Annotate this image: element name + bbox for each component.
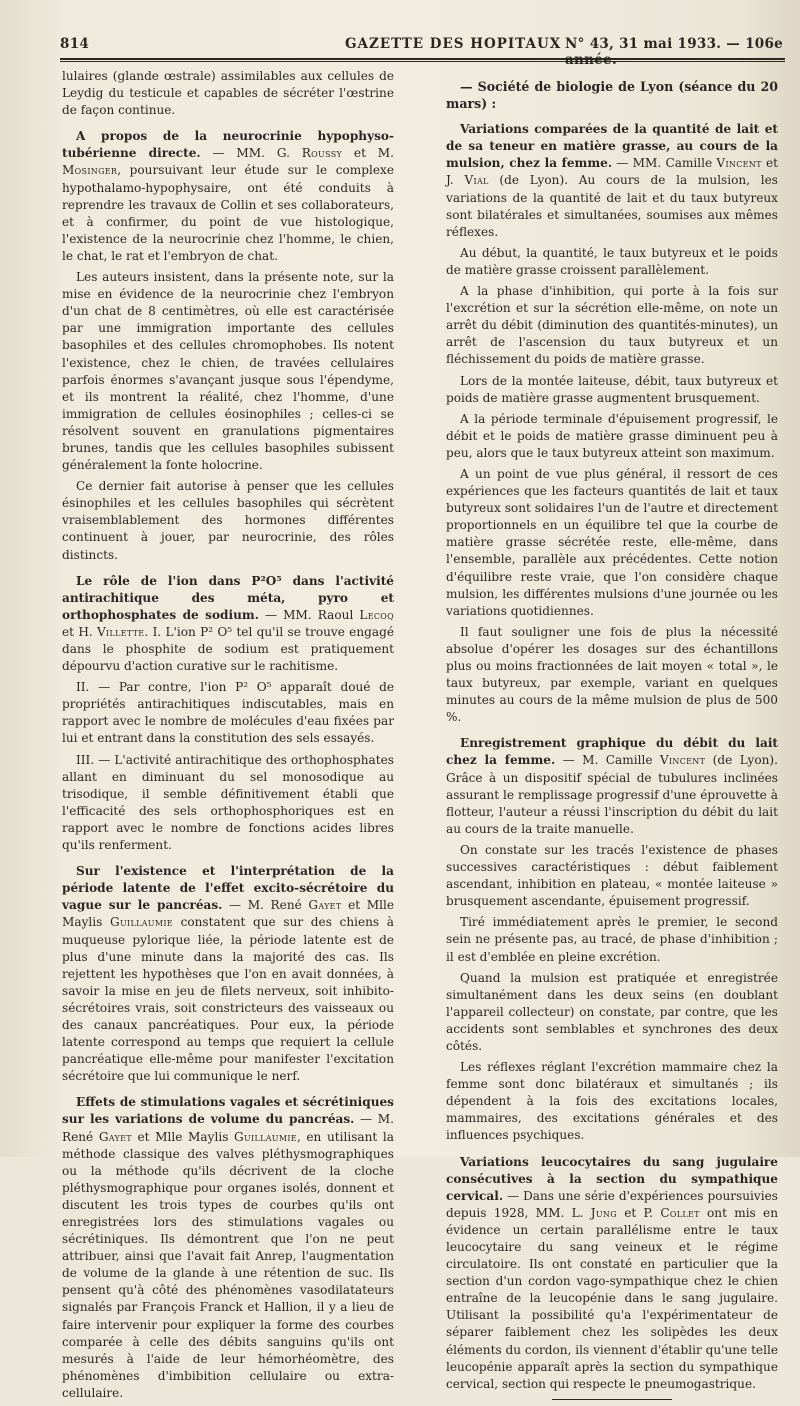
page-header: [40, 36, 790, 68]
paragraph: II. — Par contre, l'ion P² O⁵ apparaît doué de propriétés antirachitiques indiscutables, mais en rapport avec le nombre de molécules d'eau fixées par lui et entrant dans la constitution des sels essayés.: [62, 680, 394, 746]
right-column: [446, 68, 778, 1400]
article-lait-mulsion: Variations comparées de la quantité de lait et de sa teneur en matière grasse, au cours de la mulsion, chez la femme. — MM. Camille Vincent et J. Vial (de Lyon). Au cours de la mulsion, les variations de la quantité de lait et du taux butyreux sont bilatérales et simultanées, soumises aux mêmes réflexes.: [446, 122, 778, 239]
author-name: Vincent: [716, 156, 762, 171]
paragraph: Les réflexes réglant l'excrétion mammaire chez la femme sont donc bilatéraux et simultanés ; ils dépendent à la fois des excitations locales, mammaires, des excitations générales et des influences psychiques.: [446, 1060, 778, 1143]
article-periode-latente: Sur l'existence et l'interprétation de la période latente de l'effet excito-sécrétoire du vague sur le pancréas. — M. René Gayet et Mlle Maylis Guillaumie constatent que sur des chiens à muqueuse pylorique liée, la période latente est de plus d'une minute dans la majorité des cas. Ils rejettent les hypothèses que l'on en avait données, à savoir la mise en jeu de filets nerveux, soit inhibito-sécrétoires vrais, soit constricteurs des vaisseaux ou des canaux pancréatiques. Pour eux, la période latente correspond au temps que requiert la cellule pancréatique elle-même pour manifester l'excitation sécrétoire que lui communique le nerf.: [62, 864, 394, 1084]
end-rule: [552, 1399, 672, 1400]
author-name: Vincent: [659, 753, 706, 768]
paragraph: Ce dernier fait autorise à penser que les cellules ésinophiles et les cellules basophiles qui sécrètent vraisemblablement des hormones différentes continuent à jouer, par neurocrinie, des rôles distincts.: [62, 479, 394, 562]
paragraph: Au début, la quantité, le taux butyreux et le poids de matière grasse croissent parallèlement.: [446, 245, 778, 277]
article-leucocytaires: Variations leucocytaires du sang jugulaire consécutives à la section du sympathique cervical. — Dans une série d'expériences poursuivies depuis 1928, MM. L. Jung et P. Collet ont mis en évidence un certain parallélisme entre le taux leucocytaire du sang veineux et le régime circulatoire. Ils ont constaté en particulier que la section d'un cordon vago-sympathique chez le chien entraîne de la leucopénie dans le sang jugulaire. Utilisant la possibilité qu'a l'expérimentateur de séparer faiblement chez les solipèdes les deux éléments du cordon, ils viennent d'établir qu'une telle leucopénie apparaît après la section du sympathique cervical, section qui respecte le pneumogastrique.: [446, 1154, 778, 1391]
author-name: Gayet: [308, 898, 342, 913]
author-name: Guillaumie: [234, 1129, 297, 1144]
paragraph: On constate sur les tracés l'existence de phases successives caractéristiques : début faiblement ascendant, inhibition en plateau, « montée laiteuse » brusquement ascendante, épuisement progressif.: [446, 842, 778, 909]
author-name: Collet: [660, 1205, 700, 1220]
article-title: Variations leucocytaires du sang jugulaire consécutives à la section du sympathique cervical.: [446, 1154, 778, 1203]
author-name: Gayet: [98, 1129, 132, 1144]
article-title: Sur l'existence et l'interprétation de la période latente de l'effet excito-sécrétoire du vague sur le pancréas.: [62, 864, 394, 913]
article-title: A propos de la neurocrinie hypophyso-tubérienne directe.: [62, 129, 394, 161]
article-title: Le rôle de l'ion dans P²O⁵ dans l'activité antirachitique des méta, pyro et orthophosphates de sodium.: [62, 573, 394, 622]
paragraph: A la période terminale d'épuisement progressif, le débit et le poids de matière grasse diminuent peu à peu, alors que le taux butyreux atteint son maximum.: [446, 411, 778, 460]
article-antirachitique: Le rôle de l'ion dans P²O⁵ dans l'activité antirachitique des méta, pyro et orthophosphates de sodium. — MM. Raoul Lecoq et H. Villette. I. L'ion P² O⁵ tel qu'il se trouve engagé dans le phosphite de sodium est pratiquement dépourvu d'action curative sur le rachitisme.: [62, 573, 394, 674]
paragraph: Les auteurs insistent, dans la présente note, sur la mise en évidence de la neurocrinie chez l'embryon d'un chat de 8 centimètres, où elle est caractérisée par une immigration importante des cellules basophiles et des cellules chromophobes. Ils notent l'existence, chez le chien, de travées cellulaires parfois énormes s'avançant jusque sous l'épendyme, et ils montrent la réalité, chez l'homme, d'une immigration de cellules éosinophiles ; celles-ci se résolvent souvent en granulations pigmentaires brunes, tandis que les cellules basophiles subissent généralement la fonte holocrine.: [62, 270, 394, 473]
header-rule: [60, 58, 785, 60]
article-title: Variations comparées de la quantité de lait et de sa teneur en matière grasse, au cours de la mulsion, chez la femme.: [446, 122, 778, 171]
article-neurocrinie: A propos de la neurocrinie hypophyso-tubérienne directe. — MM. G. Roussy et M. Mosinger, poursuivant leur étude sur le complexe hypothalamo-hypophysaire, ont été conduits à reprendre les travaux de Collin et ses collaborateurs, et à confirmer, du point de vue histologique, l'existence de la neurocrinie chez l'homme, le chien, le chat, le rat et l'embryon de chat.: [62, 129, 395, 263]
page-number: 814: [60, 36, 90, 52]
issue-info: N° 43, 31 mai 1933. — 106e année.: [565, 36, 784, 68]
article-volume-pancreas: Effets de stimulations vagales et sécrétiniques sur les variations de volume du pancréas. — M. René Gayet et Mlle Maylis Guillaumie, en utilisant la méthode classique des valves pléthysmographiques ou la méthode qu'ils décrivent de la cloche pléthysmographique pour organes isolés, donnent et discutent les trois types de courbes qu'ils ont enregistrées lors des stimulations vagales ou sécrétiniques. Ils démontrent que l'on ne peut attribuer, ainsi que l'avait fait Anrep, l'augmentation de volume de la glande à une rétention de suc. Ils pensent qu'à côté des phénomènes vasodilatateurs signalés par François Franck et Hallion, il y a lieu de faire intervenir pour expliquer la forme des courbes comparée à celle des débits sanguins qu'ils ont mesurés à l'aide de leur hémorhéomètre, des phénomènes d'imbibition cellulaire ou extra-cellulaire.: [62, 1095, 394, 1400]
journal-title: GAZETTE DES HOPITAUX: [345, 36, 562, 52]
paragraph: Lors de la montée laiteuse, débit, taux butyreux et poids de matière grasse augmentent brusquement.: [446, 373, 778, 405]
paragraph: III. — L'activité antirachitique des orthophosphates allant en diminuant du sel monosodique au trisodique, il semble définitivement établi que l'efficacité des sels orthophosphoriques est en rapport avec le nombre de fonctions acides libres qu'ils renferment.: [62, 752, 394, 853]
author-name: Villette: [97, 624, 145, 639]
paragraph: Il faut souligner une fois de plus la nécessité absolue d'opérer les dosages sur des échantillons plus ou moins fractionnées de lait moyen « total », le taux butyreux, par exemple, variant en quelques minutes au cours de la même mulsion de plus de 500 %.: [446, 624, 778, 725]
society-heading: — Société de biologie de Lyon (séance du 20 mars) :: [446, 79, 778, 112]
author-name: Lecoq: [359, 607, 394, 622]
author-name: Vial: [464, 173, 489, 188]
paragraph: Tiré immédiatement après le premier, le second sein ne présente pas, au tracé, de phase d'inhibition ; il est d'emblée en pleine excrétion.: [446, 915, 778, 964]
paragraph: A un point de vue plus général, il ressort de ces expériences que les facteurs quantités de lait et taux butyreux sont solidaires l'un de l'autre et directement proportionnels en un équilibre tel que la courbe de matière grasse sécrétée reste, elle-même, dans l'ensemble, parallèle aux précédentes. Cette notion d'équilibre reste vraie, que l'on considère chaque mulsion, les différentes mulsions d'une journée ou les variations quotidiennes.: [446, 466, 778, 618]
article-title: Effets de stimulations vagales et sécrétiniques sur les variations de volume du pancréas.: [62, 1095, 394, 1127]
author-name: Mosinger: [62, 163, 118, 178]
paragraph: A la phase d'inhibition, qui porte à la fois sur l'excrétion et sur la sécrétion elle-même, on note un arrêt du débit (diminution des quantités-minutes), un arrêt de l'ascension du taux butyreux et un fléchissement du poids de matière grasse.: [446, 284, 778, 367]
article-debit-lait: Enregistrement graphique du débit du lait chez la femme. — M. Camille Vincent (de Lyon). Grâce à un dispositif spécial de tubulures inclinées assurant le remplissage progressif d'une éprouvette à flotteur, l'auteur a réussi l'inscription du débit du lait au cours de la traite manuelle.: [446, 736, 778, 836]
author-name: Roussy: [301, 146, 343, 161]
left-column: [62, 68, 394, 1406]
paragraph: lulaires (glande œstrale) assimilables aux cellules de Leydig du testicule et capables de sécréter l'œstrine de façon continue.: [62, 69, 394, 118]
author-name: Jung: [590, 1205, 617, 1220]
article-title: Enregistrement graphique du débit du lait chez la femme.: [446, 736, 778, 768]
header-rule-thin: [60, 61, 785, 62]
author-name: Guillaumie: [110, 915, 173, 930]
paragraph: Quand la mulsion est pratiquée et enregistrée simultanément dans les deux seins (en doublant l'appareil collecteur) on constate, par contre, que les accidents sont semblables et synchrones des deux côtés.: [446, 970, 778, 1053]
